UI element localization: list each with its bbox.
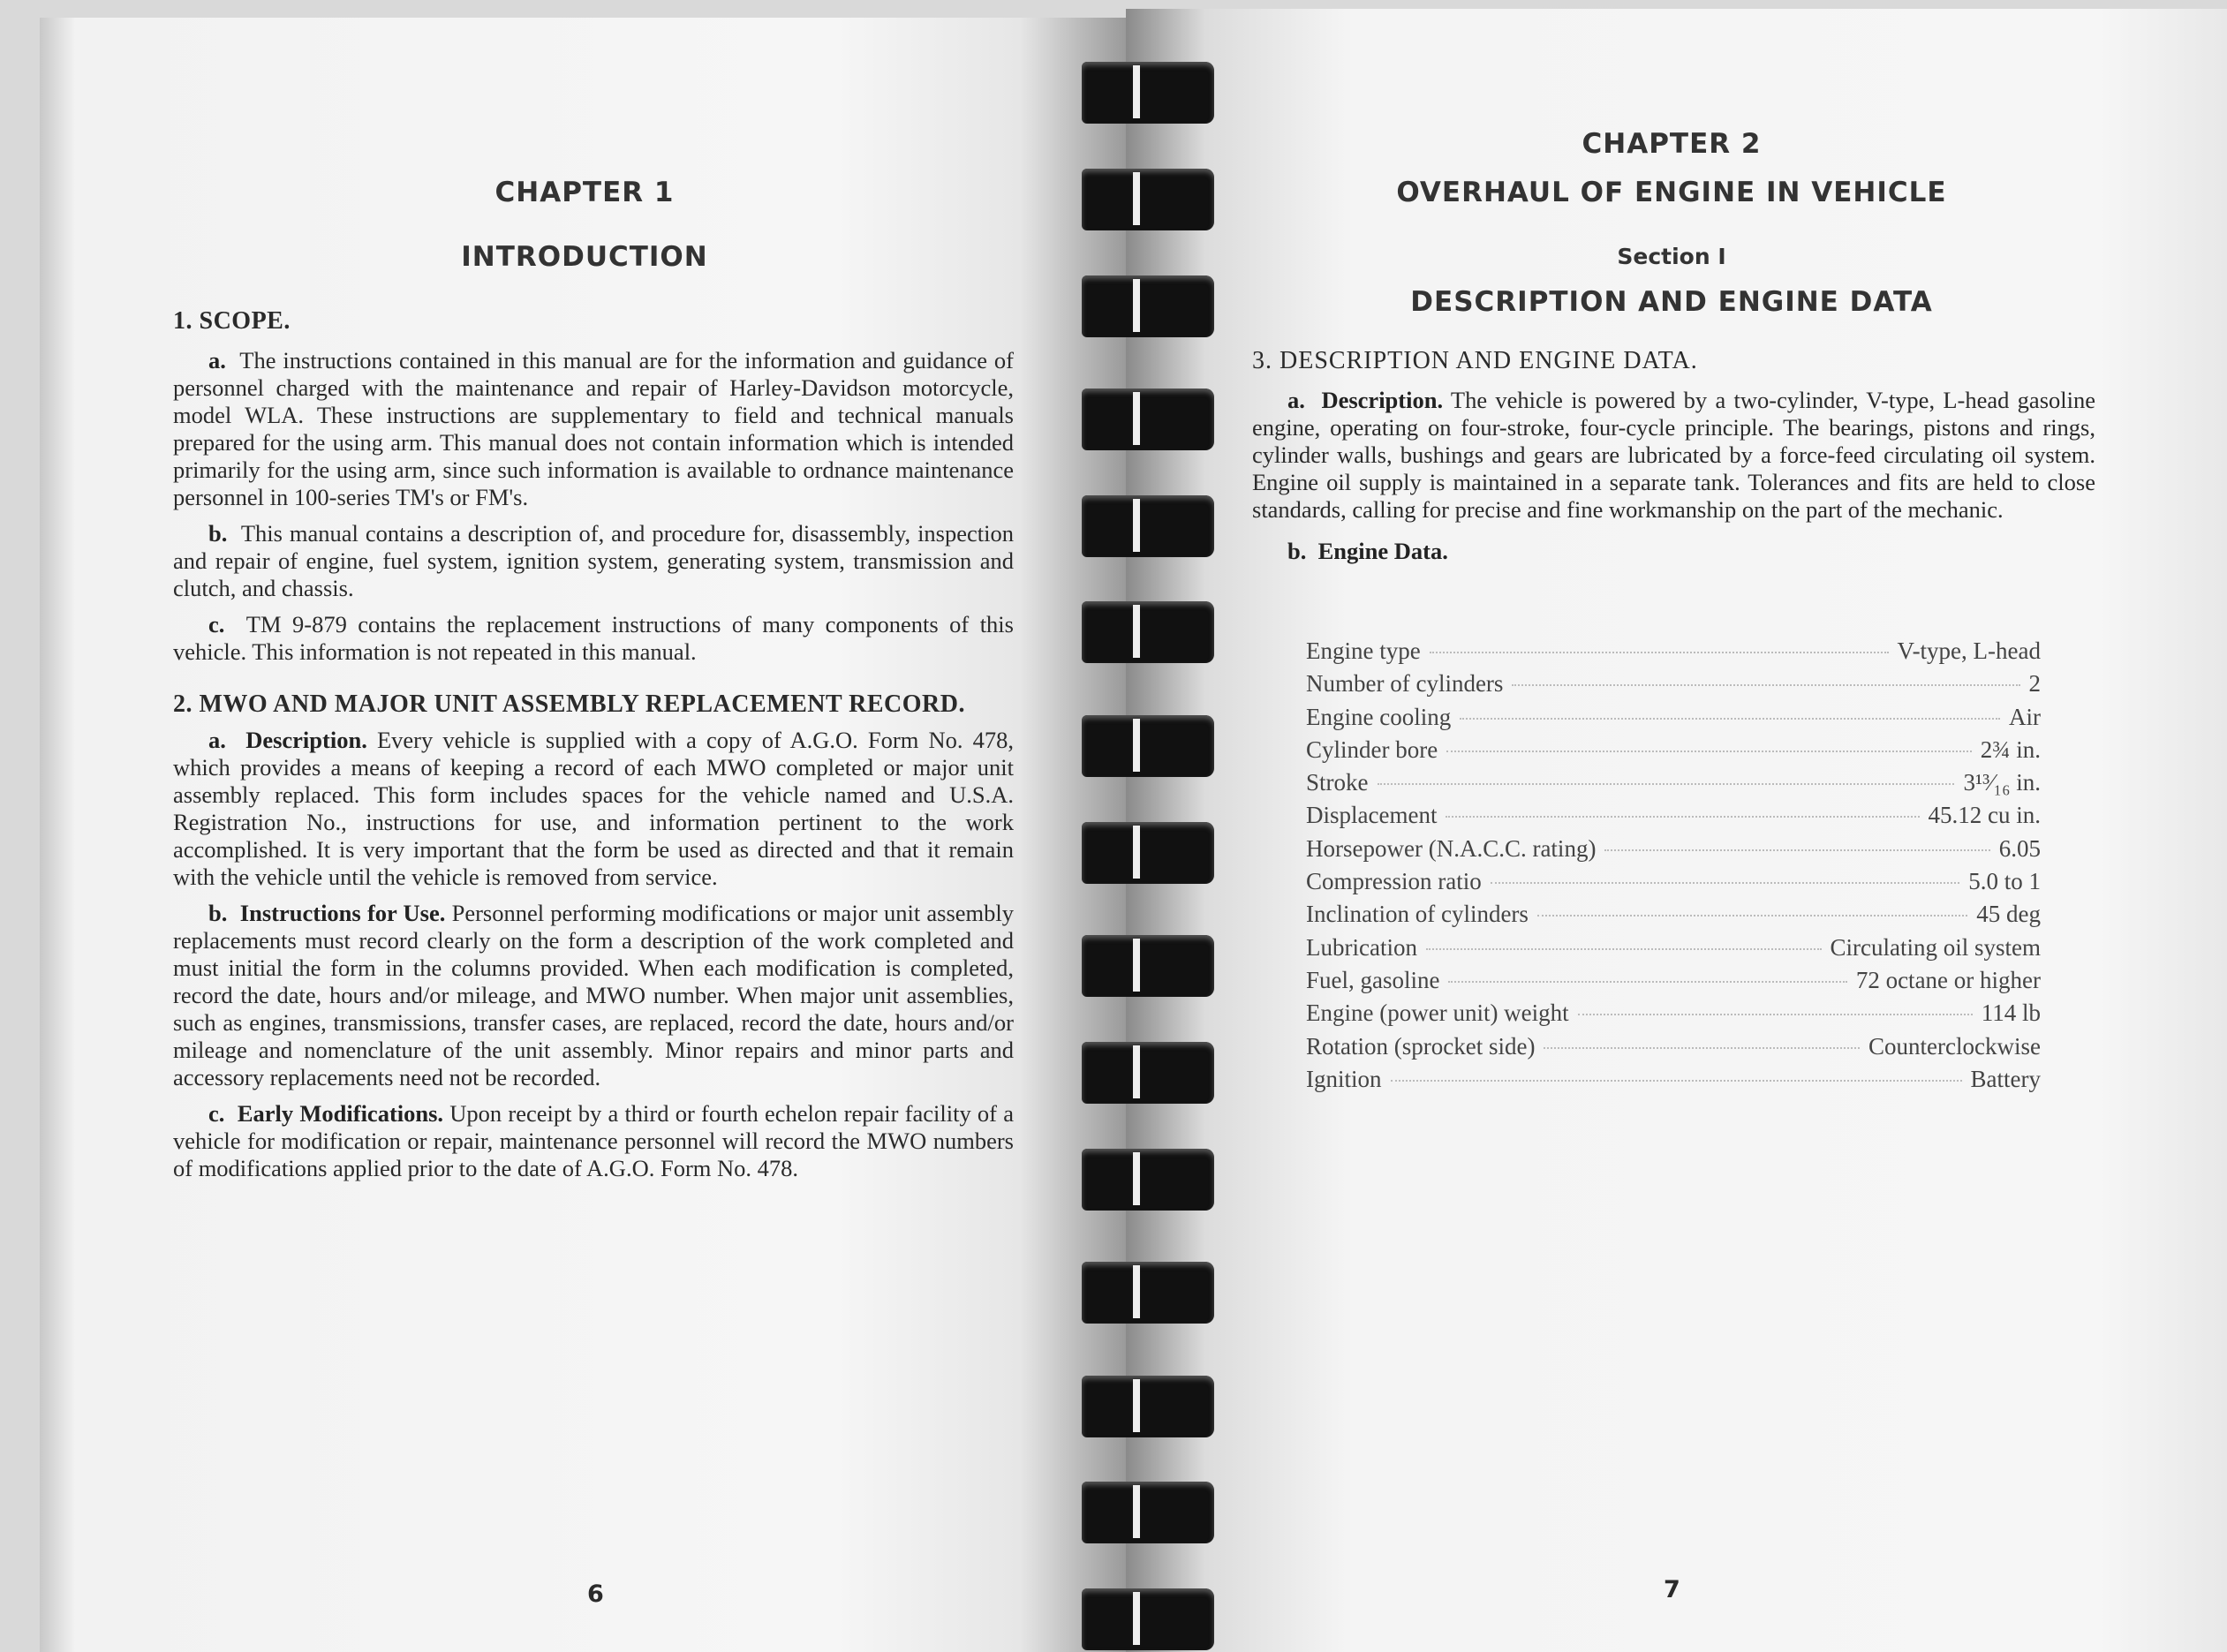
spec-value: Air (2009, 703, 2041, 730)
engine-data-row (1306, 964, 2041, 997)
dot-leader (1604, 849, 1989, 851)
dot-leader (1446, 751, 1972, 752)
para-title: Engine Data. (1317, 538, 1448, 564)
dot-leader (1491, 882, 1960, 884)
spec-name: Cylinder bore (1306, 735, 1438, 763)
binding-ring (1082, 275, 1214, 337)
spec-value: 2 (2028, 670, 2041, 698)
chapter-2-title: OVERHAUL OF ENGINE IN VEHICLE (1396, 177, 1947, 208)
binding-ring (1082, 1149, 1214, 1211)
spec-value: 45.12 cu in. (1928, 802, 2041, 829)
spec-name: Stroke (1306, 769, 1369, 796)
para-text: Every vehicle is supplied with a copy of A.G.O. Form No. 478, which provides a means of keeping a record of each MWO completed or major unit assembly replaced. This form includes spaces for the vehicle named and U.S.A. Registration No., instructions for use, and information pertinent to the work accomplished. It is very important that the form be used as directed and that it remain with the vehicle until the vehicle is removed from service. (173, 727, 1015, 890)
para-label: b. (1287, 538, 1307, 564)
para-label: b. (208, 520, 228, 547)
spec-name: Engine cooling (1306, 703, 1452, 730)
spec-name: Number of cylinders (1306, 670, 1504, 698)
spec-value: 114 lb (1981, 999, 2041, 1027)
dot-leader (1578, 1014, 1973, 1015)
paragraph (173, 347, 1014, 511)
para-text: Upon receipt by a third or fourth echelon repair facility of a vehicle for modification or repair, maintenance personnel will record the MWO numbers of modifications applied prior to the date of A.G.O. Form No. 478. (173, 1100, 1014, 1181)
dot-leader (1378, 783, 1955, 785)
chapter-1-label: CHAPTER 1 (494, 177, 675, 208)
dot-leader (1446, 816, 1919, 818)
dot-leader (1544, 1047, 1860, 1049)
engine-data-row (1306, 766, 2041, 799)
paragraph (173, 520, 1014, 602)
para-title: Early Modifications. (237, 1100, 444, 1127)
spec-value: 5.0 to 1 (1968, 868, 2041, 895)
dot-leader (1391, 1080, 1962, 1082)
binding-ring (1082, 169, 1214, 230)
engine-data-row (1306, 701, 2041, 734)
para-title: Description. (245, 727, 367, 753)
binding-ring (1082, 1376, 1214, 1437)
paragraph-engine-data (1252, 538, 2095, 565)
binding-ring (1082, 1042, 1214, 1104)
spec-value: 72 octane or higher (1855, 966, 2041, 993)
dot-leader (1512, 684, 2019, 686)
engine-data-row (1306, 865, 2041, 898)
spec-name: Ignition (1306, 1065, 1382, 1092)
binding-ring (1082, 822, 1214, 884)
para-label: c. (208, 1100, 225, 1127)
spec-value: 3¹³⁄₁₆ in. (1963, 769, 2041, 796)
para-label: a. (208, 347, 226, 373)
binding-ring (1082, 1262, 1214, 1324)
binding-ring (1082, 715, 1214, 777)
spec-name: Engine type (1306, 637, 1421, 664)
para-text: Personnel performing modifications or major unit assembly replacements must record clearly on the form a description of the work completed and must initial the form in the columns provided. When each modification is completed, record the date, hours and/or mileage, and MWO number. When major unit assemblies, such as engines, transmissions, transfer cases, are replaced, record the date, hours and/or mileage and nomenclature of the unit assembly. Minor repairs and minor parts and accessory replacements need not be recorded. (173, 900, 1015, 1090)
binding-ring (1082, 495, 1214, 557)
spec-value: Circulating oil system (1830, 933, 2041, 961)
para-label: a. (1287, 387, 1305, 413)
paragraph-description (1252, 387, 2095, 524)
engine-data-row (1306, 932, 2041, 964)
binding-ring (1082, 62, 1214, 124)
para-text: The vehicle is powered by a two-cylinder, V-type, L-head gasoline engine, operating on four-stroke, four-cycle principle. The bearings, pistons and rings, cylinder walls, bushings and gears are lubricated by a force-feed circulating oil system. Engine oil supply is maintained in a separate tank. Tolerances and fits are held to close standards, calling for precise and fine workmanship on the part of the mechanic. (1252, 387, 2095, 523)
engine-data-row (1306, 997, 2041, 1030)
dot-leader (1537, 915, 1967, 917)
left-body (173, 307, 1014, 1191)
spec-value: 6.05 (1998, 834, 2041, 862)
page-number-left: 6 (587, 1580, 604, 1608)
spec-name: Displacement (1306, 802, 1438, 829)
spec-name: Compression ratio (1306, 868, 1482, 895)
engine-data-row (1306, 799, 2041, 832)
paragraph (173, 611, 1014, 666)
spec-name: Engine (power unit) weight (1306, 999, 1569, 1027)
paragraph (173, 1100, 1014, 1182)
engine-data-row (1306, 1030, 2041, 1063)
dot-leader (1460, 718, 2000, 720)
engine-data-row (1306, 668, 2041, 700)
chapter-1-title: INTRODUCTION (461, 241, 708, 273)
section-2-paragraphs (173, 727, 1014, 1182)
engine-data-row (1306, 635, 2041, 668)
binding-ring (1082, 1588, 1214, 1650)
page-number-right: 7 (1664, 1576, 1680, 1603)
paragraph (173, 900, 1014, 1091)
spec-value: 2¾ in. (1980, 735, 2041, 763)
engine-data-table (1306, 635, 2041, 1096)
para-title: Description. (1321, 387, 1444, 413)
dot-leader (1426, 948, 1822, 950)
spec-value: Counterclockwise (1868, 1032, 2041, 1060)
dot-leader (1430, 652, 1889, 653)
binding-ring (1082, 1482, 1214, 1543)
spec-name: Inclination of cylinders (1306, 901, 1529, 928)
binding-ring (1082, 388, 1214, 450)
para-label: b. (208, 900, 228, 926)
dot-leader (1448, 981, 1846, 983)
para-label: a. (208, 727, 226, 753)
spec-value: 45 deg (1976, 901, 2041, 928)
spec-value: Battery (1970, 1065, 2041, 1092)
section-label: Section I (1617, 244, 1726, 269)
para-text: TM 9-879 contains the replacement instructions of many components of this vehicle. This information is not repeated in this manual. (173, 611, 1014, 665)
section-2-heading: 2. MWO AND MAJOR UNIT ASSEMBLY REPLACEMENT RECORD. (173, 690, 965, 718)
engine-data-row (1306, 833, 2041, 865)
spec-name: Horsepower (N.A.C.C. rating) (1306, 834, 1597, 862)
chapter-2-label: CHAPTER 2 (1582, 128, 1762, 160)
spec-name: Fuel, gasoline (1306, 966, 1440, 993)
spec-name: Rotation (sprocket side) (1306, 1032, 1536, 1060)
right-body (1252, 347, 2095, 574)
section-3-heading: 3. DESCRIPTION AND ENGINE DATA. (1252, 347, 1698, 374)
paragraph (173, 727, 1014, 891)
engine-data-row (1306, 1063, 2041, 1096)
binding-ring (1082, 935, 1214, 997)
para-text: The instructions contained in this manual are for the information and guidance of personnel charged with the maintenance and repair of Harley-Davidson motorcycle, model WLA. These instructions are supplementary to field and technical manuals prepared for the using arm. This manual does not contain information which is intended primarily for the using arm, since such information is available to ordnance maintenance personnel in 100-series TM's or FM's. (173, 347, 1014, 510)
para-label: c. (208, 611, 225, 637)
spec-value: V-type, L-head (1897, 637, 2041, 664)
binding-ring (1082, 601, 1214, 663)
engine-data-row (1306, 898, 2041, 931)
section-title: DESCRIPTION AND ENGINE DATA (1410, 286, 1933, 318)
engine-data-row (1306, 734, 2041, 766)
para-title: Instructions for Use. (239, 900, 446, 926)
para-text: This manual contains a description of, and procedure for, disassembly, inspection and repair of engine, fuel system, ignition system, generating system, transmission and clutch, and chassis. (173, 520, 1014, 601)
section-1-paragraphs (173, 347, 1014, 666)
spec-name: Lubrication (1306, 933, 1417, 961)
section-1-heading: 1. SCOPE. (173, 307, 291, 335)
